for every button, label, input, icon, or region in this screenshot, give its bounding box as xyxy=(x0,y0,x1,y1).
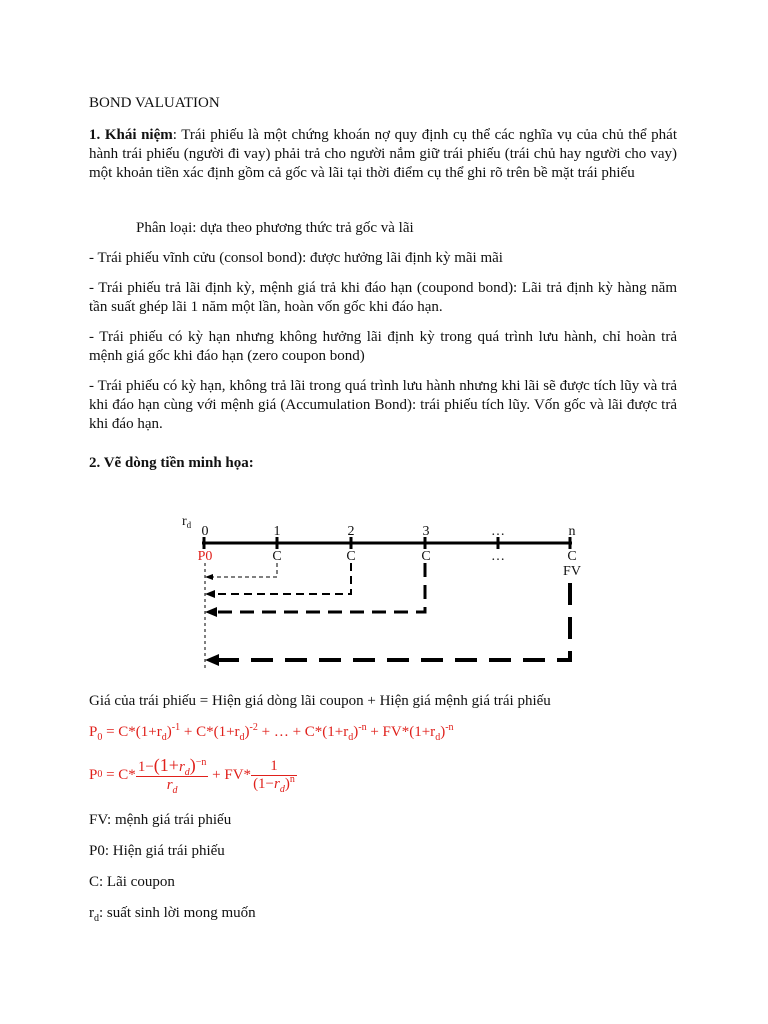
flow-label-c2: C xyxy=(346,549,356,564)
definition-fv: FV: mệnh giá trái phiếu xyxy=(89,812,232,828)
discount-arrow-period-3 xyxy=(214,563,425,612)
cash-flow-diagram xyxy=(170,505,610,680)
flow-label-cn: C xyxy=(567,549,577,564)
bond-type-zero-coupon: - Trái phiếu có kỳ hạn nhưng không hưởng lãi định kỳ trong quá trình lưu hành, chỉ hoàn trả mệnh giá gốc khi đáo hạn (zero coupon bond) xyxy=(89,329,677,364)
section-1-heading: 1. Khái niệm xyxy=(89,127,173,143)
arrowhead-2 xyxy=(205,590,215,598)
flow-label-ellipsis: … xyxy=(491,549,505,564)
discount-arrow-period-n xyxy=(216,583,570,660)
discount-arrow-period-1 xyxy=(210,563,277,577)
period-label-ellipsis: … xyxy=(491,524,505,539)
arrowhead-3 xyxy=(205,607,217,617)
formula-closed-form: P 0 = C* $\frac{1-(1+r_d)^{-n}}{r_d}$ + FV* $\frac{1}{(1-r_d)^n}$ xyxy=(89,754,295,796)
period-label-3: 3 xyxy=(422,524,430,539)
flow-label-c3: C xyxy=(421,549,431,564)
period-label-1: 1 xyxy=(273,524,281,539)
document-title: BOND VALUATION xyxy=(89,95,220,111)
flow-label-p0: P0 xyxy=(197,549,213,564)
flow-label-c1: C xyxy=(272,549,282,564)
section-1-text: : Trái phiếu là một chứng khoán nợ quy định cụ thể các nghĩa vụ của chủ thể phát hành trái phiếu (người đi vay) phải trả cho người nắm giữ trái phiếu (trái chủ hay người cho vay) một khoản tiền xác định gồm cả gốc và lãi tại thời điểm cụ thể ghi rõ trên bề mặt trái phiếu xyxy=(89,127,678,181)
bond-type-coupon: - Trái phiếu trả lãi định kỳ, mệnh giá trả khi đáo hạn (coupond bond): Lãi trả định kỳ hàng năm tần suất ghép lãi 1 năm một lần, hoàn vốn gốc khi đáo hạn. xyxy=(89,280,677,315)
annuity-fraction: $\frac{1-(1+r_d)^{-n}}{r_d}$ xyxy=(137,754,207,796)
face-value-fraction: $\frac{1}{(1-r_d)^n}$ xyxy=(253,757,295,795)
definition-rd: $r_d$: suất sinh lời mong muốn xyxy=(89,905,256,924)
period-label-0: 0 xyxy=(201,524,209,539)
section-2-heading: 2. Vẽ dòng tiền minh họa: xyxy=(89,455,254,471)
bond-type-consol: - Trái phiếu vĩnh cửu (consol bond): được hưởng lãi định kỳ mãi mãi xyxy=(89,250,503,266)
arrowhead-n xyxy=(205,654,219,666)
classification-line: Phân loại: dựa theo phương thức trả gốc và lãi xyxy=(136,220,414,236)
price-sentence: Giá của trái phiếu = Hiện giá dòng lãi coupon + Hiện giá mệnh giá trái phiếu xyxy=(89,693,551,709)
definition-c: C: Lãi coupon xyxy=(89,874,175,890)
bond-type-accumulation: - Trái phiếu có kỳ hạn, không trả lãi trong quá trình lưu hành nhưng khi lãi sẽ được tích lũy và trả khi đáo hạn cùng với mệnh giá (Accumulation Bond): trái phiếu tích lũy. Vốn gốc và lãi được trả khi đáo hạn. xyxy=(89,378,677,432)
period-label-2: 2 xyxy=(347,524,355,539)
formula-present-value-sum: $P_0 = C*(1+r_d)^{-1} + C*(1+r_d)^{-2}$ + … + $C*(1+r_d)^{-n} + FV*(1+r_d)^{-n}$ xyxy=(89,722,454,743)
fv-label: FV xyxy=(563,564,581,579)
definition-p0: P0: Hiện giá trái phiếu xyxy=(89,843,225,859)
section-1-paragraph xyxy=(89,126,677,183)
period-label-n: n xyxy=(568,524,576,539)
discount-arrow-period-2 xyxy=(212,563,351,594)
rate-label: $r_d$ xyxy=(182,514,192,530)
arrowhead-1 xyxy=(205,574,213,580)
